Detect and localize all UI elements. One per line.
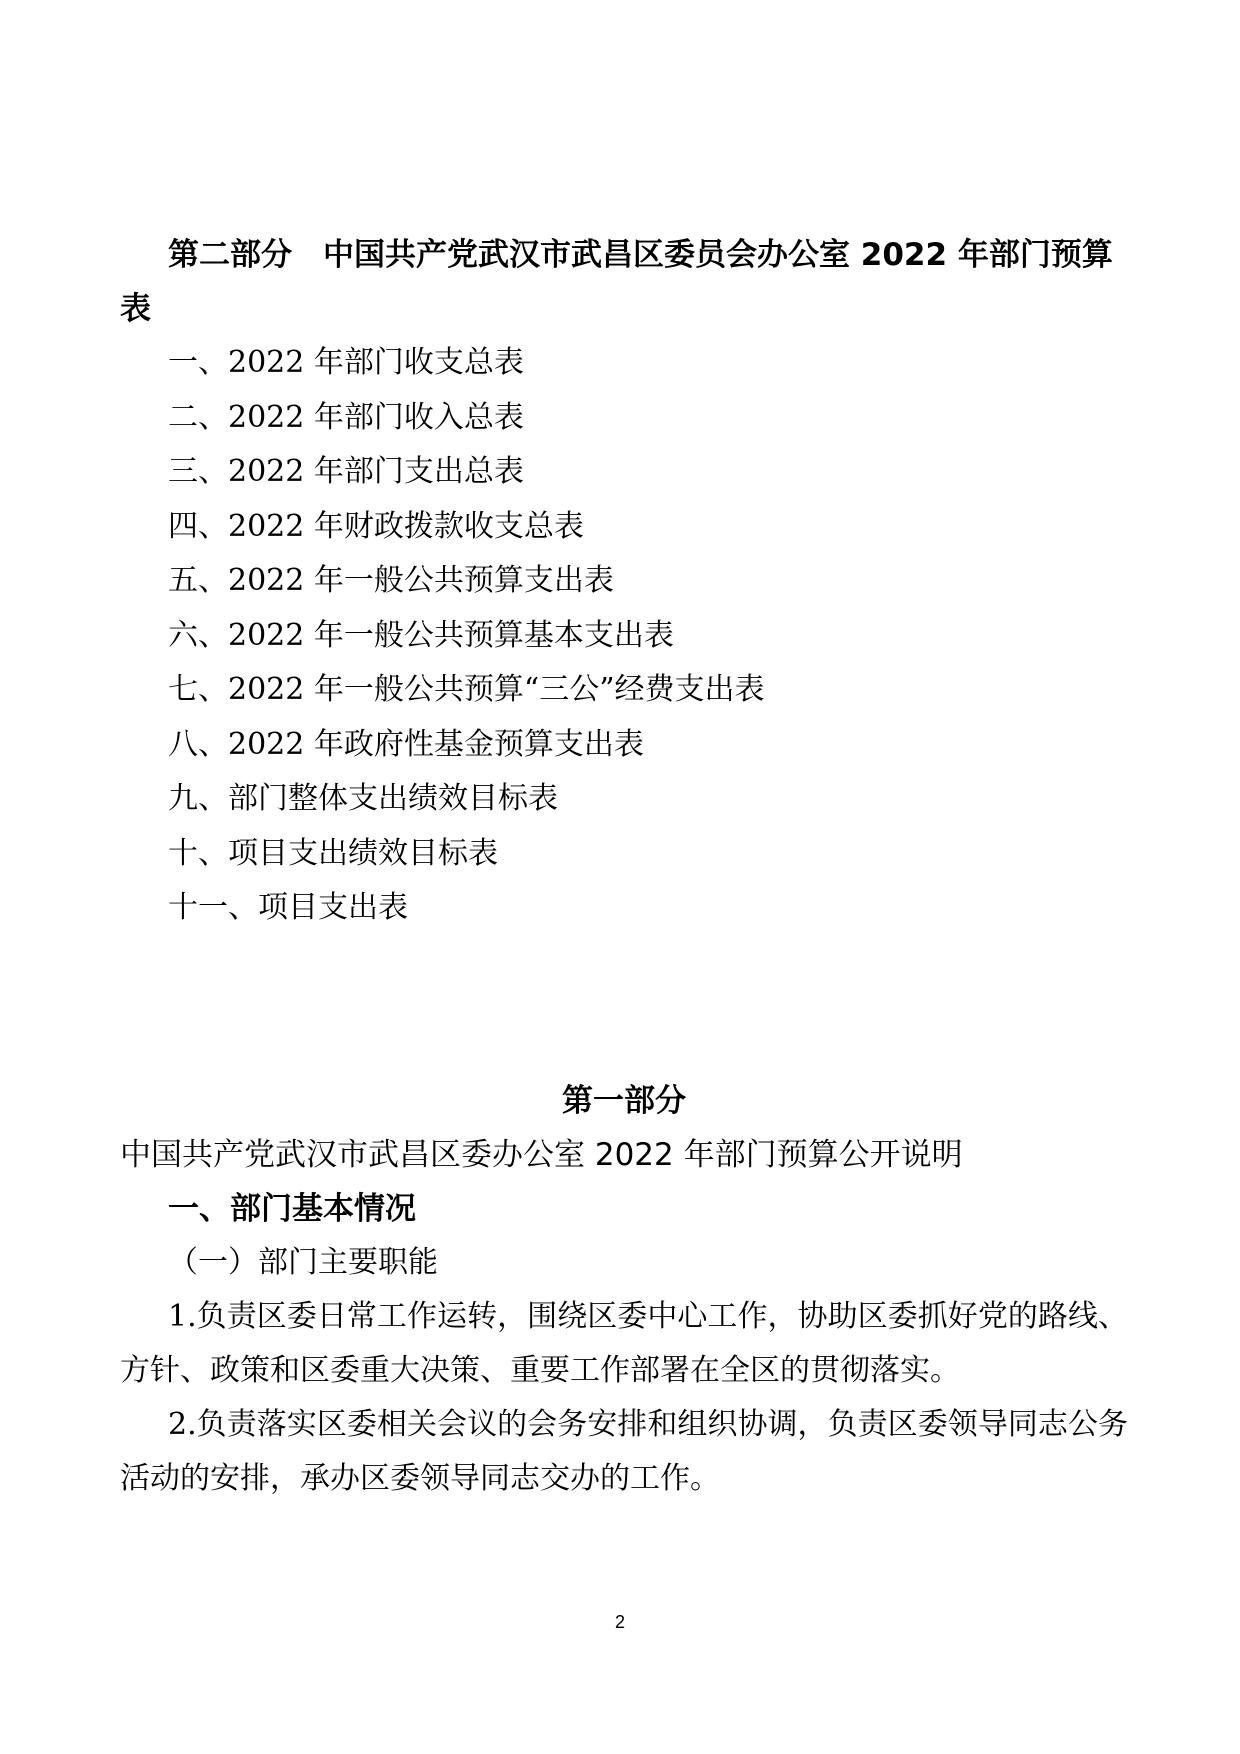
- part1-title: 中国共产党武汉市武昌区委办公室 2022 年部门预算公开说明: [120, 1136, 963, 1173]
- spacer: [120, 936, 1128, 1074]
- list-item: 三、2022 年部门支出总表: [168, 454, 524, 489]
- list-item: 十一、项目支出表: [168, 890, 408, 925]
- list-item: 二、2022 年部门收入总表: [168, 399, 524, 435]
- page-content: [120, 228, 1128, 1506]
- page-number: 2: [614, 1612, 625, 1632]
- list-item: 八、2022 年政府性基金预算支出表: [168, 726, 644, 762]
- paragraph: 1.负责区委日常工作运转，围绕区委中心工作，协助区委抓好党的路线、方针、政策和区委重大决策、重要工作部署在全区的贯彻落实。: [120, 1298, 1128, 1388]
- budget-table-list: [120, 336, 1128, 936]
- list-item: 六、2022 年一般公共预算基本支出表: [168, 617, 674, 653]
- list-item: 五、2022 年一般公共预算支出表: [168, 563, 614, 598]
- list-item: 一、2022 年部门收支总表: [168, 345, 524, 380]
- paragraph: 2.负责落实区委相关会议的会务安排和组织协调，负责区委领导同志公务活动的安排，承办区委领导同志交办的工作。: [120, 1406, 1128, 1496]
- list-item: 四、2022 年财政拨款收支总表: [168, 508, 584, 544]
- subsection-heading: （一）部门主要职能: [168, 1244, 438, 1280]
- list-item: 九、部门整体支出绩效目标表: [168, 781, 558, 816]
- part1-heading: 第一部分: [562, 1082, 686, 1119]
- section-heading: 一、部门基本情况: [168, 1190, 416, 1227]
- list-item: 七、2022 年一般公共预算“三公”经费支出表: [168, 672, 765, 707]
- part2-title: 第二部分 中国共产党武汉市武昌区委员会办公室 2022 年部门预算表: [120, 237, 1113, 327]
- list-item: 十、项目支出绩效目标表: [168, 835, 498, 871]
